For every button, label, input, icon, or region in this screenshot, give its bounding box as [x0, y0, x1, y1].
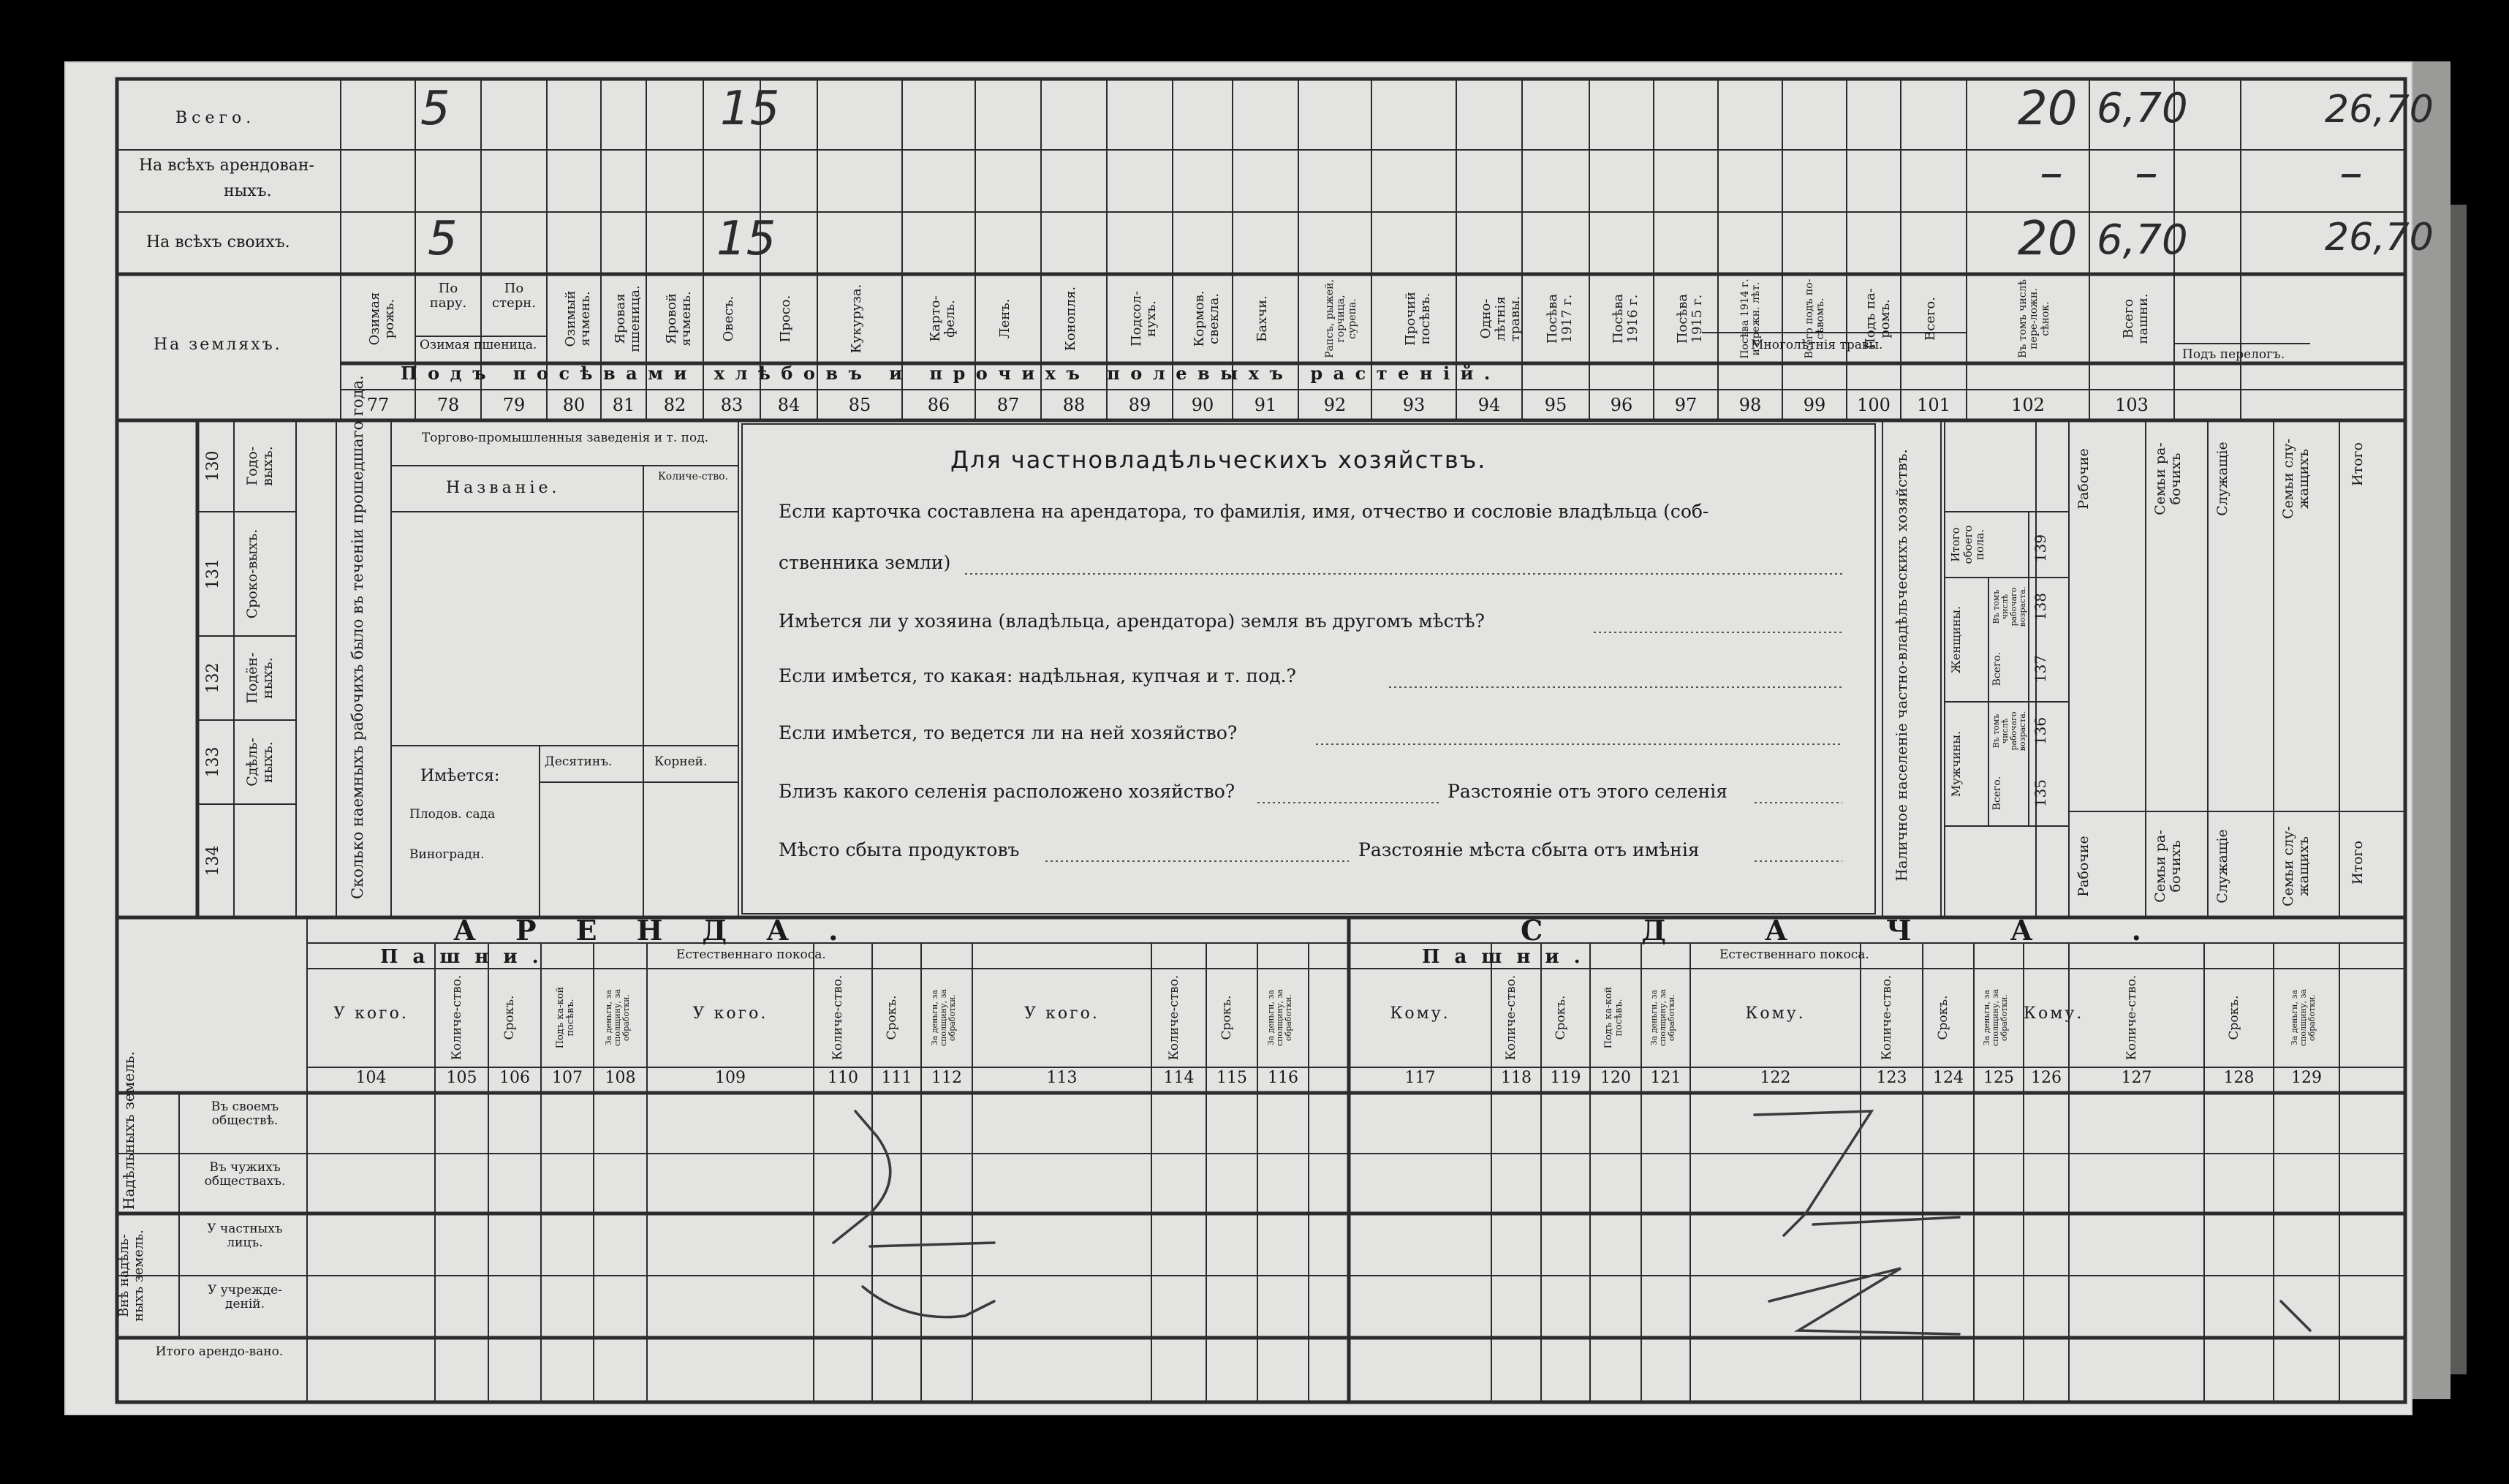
arenda-srok-2: Срокъ. — [502, 995, 517, 1040]
crop-num-102: 102 — [2011, 395, 2045, 415]
sdacha-za_dengi-4: За деньги, за сполщину, за обработки. — [1649, 989, 1676, 1047]
crop-num-97: 97 — [1674, 395, 1698, 415]
arenda-who-9: У кого. — [1024, 1004, 1100, 1023]
question-village: Близъ какого селенія расположено хозяйство? — [779, 781, 1235, 802]
crop-num-103: 103 — [2115, 395, 2149, 415]
arenda-pashni-header: Пашни. — [380, 946, 553, 968]
crop-num-99: 99 — [1803, 395, 1826, 415]
sdacha-num-124: 124 — [1933, 1069, 1964, 1087]
crop-num-87: 87 — [996, 395, 1020, 415]
crop-col-96: Посѣва 1916 г. — [1611, 293, 1640, 344]
korney-header: Корней. — [654, 754, 708, 769]
pop-col-bot-2: Служащіе — [2214, 829, 2230, 904]
crop-col-98: Посѣва 1914 г. и прежн. лѣт. — [1739, 279, 1763, 359]
sdacha-kolichestvo-6: Количе-ство. — [1879, 974, 1894, 1061]
arenda-num-112: 112 — [931, 1069, 962, 1087]
crop-num-95: 95 — [1544, 395, 1567, 415]
crop-num-101: 101 — [1917, 395, 1950, 415]
sdacha-srok-2: Срокъ. — [1553, 995, 1568, 1040]
hw-rye-own: 5 — [428, 212, 458, 266]
arenda-num-107: 107 — [552, 1069, 583, 1087]
arenda-za_dengi-12: За деньги, за сполщину, за обработки. — [1266, 989, 1294, 1047]
sdacha-pod_posev-3: Подъ ка-кой посѣвъ. — [1603, 986, 1625, 1049]
na-zemlyakh-label: На земляхъ. — [154, 336, 282, 354]
crop-col-92: Рапсъ, рыжей, горчица, сурепа. — [1324, 279, 1358, 358]
pop-col-bot-3: Семьи слу-жащихъ — [2280, 826, 2312, 906]
crop-col-79: По стерн. — [492, 281, 536, 311]
hw-c103-own: 26,70 — [2325, 216, 2434, 260]
question-owner-cont: ственника земли) — [779, 552, 951, 573]
pop-vtom-w: Въ томъ числѣ рабочаго возраста. — [1991, 586, 2028, 627]
row-institutions: У учрежде-деній. — [208, 1283, 282, 1311]
pod-perelog-label: Подъ перелогъ. — [2182, 347, 2285, 362]
hw-barley-own: 15 — [716, 212, 776, 266]
crop-num-86: 86 — [927, 395, 950, 415]
pop-num-4: 139 — [2032, 534, 2049, 563]
question-village-distance: Разстояніе отъ этого селенія — [1448, 781, 1728, 802]
crop-num-81: 81 — [612, 395, 635, 415]
crop-col-83: Овесъ. — [721, 295, 736, 342]
crop-col-86: Карто-фель. — [928, 295, 958, 342]
population-title: Наличное населеніе частно-владѣльческихъ хозяйствъ. — [1893, 449, 1910, 882]
hw-dash-3: – — [2339, 146, 2363, 200]
crop-num-91: 91 — [1254, 395, 1277, 415]
sdacha-kolichestvo-1: Количе-ство. — [1504, 974, 1518, 1061]
arenda-who-5: У кого. — [692, 1004, 768, 1023]
crop-num-83: 83 — [720, 395, 743, 415]
arenda-kolichestvo-10: Количе-ство. — [1166, 974, 1181, 1061]
ozimaya-pshenitsa-label: Озимая пшеница. — [420, 338, 537, 352]
crop-num-94: 94 — [1477, 395, 1501, 415]
hw-c99-own: 20 — [2018, 212, 2078, 266]
mnogoletnie-label: Многолѣтнія травы. — [1751, 338, 1883, 352]
sdacha-num-129: 129 — [2291, 1069, 2322, 1087]
hw-c100-total: 6,70 — [2097, 85, 2188, 132]
arenda-za_dengi-4: За деньги, за сполщину, за обработки. — [603, 989, 631, 1047]
sdacha-pashni-header: Пашни. — [1422, 946, 1595, 968]
crop-num-98: 98 — [1738, 395, 1762, 415]
crop-num-82: 82 — [663, 395, 686, 415]
arenda-srok-11: Срокъ. — [1219, 995, 1234, 1040]
nadel-group-label: Надѣльныхъ земель. — [120, 1050, 137, 1210]
crop-num-78: 78 — [436, 395, 460, 415]
hw-barley-total: 15 — [720, 82, 780, 136]
pop-women-label: Женщины. — [1949, 605, 1963, 674]
hire-label-133: Сдѣль-ныхъ. — [244, 738, 276, 787]
pop-vtom-m: Въ томъ числѣ рабочаго возраста. — [1991, 711, 2028, 752]
crop-col-100: Подъ па-ромъ. — [1863, 288, 1893, 349]
crops-header: Подъ посѣвами хлѣбовъ и прочихъ полевыхъ растеній. — [401, 363, 1501, 384]
orchard-label: Плодов. сада — [409, 807, 496, 822]
crop-col-84: Просо. — [778, 295, 793, 343]
pop-col-top-1: Семьи ра-бочихъ — [2152, 442, 2184, 515]
crop-col-77: Озимая рожь. — [367, 292, 397, 346]
pop-num-1: 136 — [2032, 716, 2049, 746]
question-other-land: Имѣется ли у хозяина (владѣльца, арендатора) земля въ другомъ мѣстѣ? — [779, 610, 1485, 632]
arenda-num-115: 115 — [1216, 1069, 1247, 1087]
trade-title: Торгово-промышленныя заведенія и т. под. — [421, 431, 709, 445]
hire-label-130: Годо-выхъ. — [244, 446, 276, 486]
crop-col-97: Посѣва 1915 г. — [1675, 293, 1705, 344]
arenda-srok-7: Срокъ. — [884, 995, 899, 1040]
crop-col-88: Конопля. — [1063, 286, 1078, 352]
crop-num-89: 89 — [1128, 395, 1151, 415]
question-owner: Если карточка составлена на арендатора, то фамилія, имя, отчество и сословіе владѣльца (соб- — [779, 501, 1709, 522]
sdacha-kolichestvo-10: Количе-ство. — [2124, 974, 2139, 1061]
arenda-num-108: 108 — [605, 1069, 636, 1087]
hire-num-131: 131 — [204, 559, 222, 589]
sdacha-who-5: Кому. — [1745, 1004, 1806, 1023]
crop-col-101: Всего. — [1923, 297, 1938, 341]
pop-col-bot-4: Итого — [2350, 841, 2366, 885]
hw-dash-1: – — [2040, 146, 2063, 200]
imeetsya-label: Имѣется: — [420, 767, 500, 785]
row-own-label: На всѣхъ своихъ. — [146, 233, 290, 251]
crop-num-90: 90 — [1191, 395, 1214, 415]
crop-col-78: По пару. — [429, 281, 467, 311]
crop-num-93: 93 — [1402, 395, 1426, 415]
row-total-label: Всего. — [175, 109, 256, 127]
sdacha-who-9: Кому. — [2024, 1004, 2084, 1023]
hire-label-131: Сроко-выхъ. — [244, 529, 260, 619]
sdacha-num-117: 117 — [1404, 1069, 1436, 1087]
pop-vsego-w: Всего. — [1991, 651, 2003, 686]
pop-col-top-2: Служащіе — [2214, 442, 2230, 516]
sdacha-srok-11: Срокъ. — [2226, 995, 2241, 1040]
arenda-num-110: 110 — [828, 1069, 858, 1087]
arenda-title: АРЕНДА. — [453, 914, 878, 947]
arenda-za_dengi-8: За деньги, за сполщину, за обработки. — [930, 989, 958, 1047]
crop-col-93: Прочий посѣвъ. — [1403, 292, 1433, 346]
crop-col-89: Подсол-нухъ. — [1129, 290, 1159, 347]
sdacha-za_dengi-12: За деньги, за сполщину, за обработки. — [2290, 989, 2317, 1047]
pop-col-top-4: Итого — [2350, 442, 2366, 486]
crop-num-100: 100 — [1857, 395, 1891, 415]
pop-col-top-0: Рабочие — [2075, 448, 2092, 510]
sdacha-num-123: 123 — [1876, 1069, 1907, 1087]
question-market: Мѣсто сбыта продуктовъ — [779, 839, 1020, 860]
arenda-num-105: 105 — [446, 1069, 477, 1087]
crop-num-85: 85 — [848, 395, 871, 415]
pop-men-label: Мужчины. — [1949, 730, 1963, 798]
hire-num-134: 134 — [204, 845, 222, 877]
crop-num-88: 88 — [1062, 395, 1086, 415]
hw-rye-total: 5 — [420, 82, 450, 136]
sdacha-who-0: Кому. — [1390, 1004, 1450, 1023]
sdacha-num-120: 120 — [1600, 1069, 1631, 1087]
hire-label-132: Подён-ныхъ. — [244, 652, 276, 704]
hw-c100-own: 6,70 — [2097, 216, 2188, 264]
sdacha-num-125: 125 — [1983, 1069, 2014, 1087]
crop-col-80: Озимый ячмень. — [563, 290, 593, 347]
hire-num-132: 132 — [204, 662, 222, 694]
pop-col-bot-1: Семьи ра-бочихъ — [2152, 830, 2184, 903]
crop-col-81: Яровая пшеница. — [613, 285, 643, 352]
sdacha-num-128: 128 — [2223, 1069, 2255, 1087]
crop-num-84: 84 — [777, 395, 801, 415]
arenda-kolichestvo-1: Количе-ство. — [449, 974, 464, 1061]
arenda-num-104: 104 — [355, 1069, 387, 1087]
trade-name-header: Названіе. — [446, 479, 561, 497]
crop-num-79: 79 — [502, 395, 526, 415]
arenda-num-113: 113 — [1046, 1069, 1078, 1087]
arenda-kolichestvo-6: Количе-ство. — [830, 974, 845, 1061]
pop-num-2: 137 — [2032, 654, 2049, 684]
row-other-society: Въ чужихъ обществахъ. — [204, 1160, 286, 1189]
crop-num-80: 80 — [562, 395, 586, 415]
crop-col-87: Ленъ. — [997, 298, 1013, 339]
sdacha-num-127: 127 — [2121, 1069, 2152, 1087]
crop-col-99: Всего подъ по-сѣвомъ. — [1804, 279, 1827, 359]
private-title: Для частновладѣльческихъ хозяйствъ. — [950, 446, 1487, 474]
pop-itogo-label: Итого обоего пола. — [1949, 525, 1986, 564]
arenda-num-106: 106 — [499, 1069, 530, 1087]
arenda-num-111: 111 — [881, 1069, 912, 1087]
row-own-society: Въ своемъ обществѣ. — [211, 1099, 279, 1128]
row-total-leased: Итого арендо-вано. — [155, 1344, 284, 1359]
arenda-num-116: 116 — [1268, 1069, 1298, 1087]
pop-num-0: 135 — [2032, 779, 2049, 808]
hire-num-130: 130 — [204, 450, 222, 482]
sdacha-pokos-header: Естественнаго покоса. — [1719, 947, 1869, 962]
question-land-type: Если имѣется, то какая: надѣльная, купчая и т. под.? — [779, 665, 1296, 686]
crop-num-92: 92 — [1323, 395, 1347, 415]
question-farming: Если имѣется, то ведется ли на ней хозяйство? — [779, 722, 1238, 743]
sdacha-num-121: 121 — [1650, 1069, 1681, 1087]
sdacha-srok-7: Срокъ. — [1936, 995, 1950, 1040]
sdacha-num-126: 126 — [2031, 1069, 2062, 1087]
pop-col-top-3: Семьи слу-жащихъ — [2280, 439, 2312, 519]
row-rented-label: На всѣхъ арендован- — [139, 156, 314, 175]
pop-num-3: 138 — [2032, 592, 2049, 621]
hw-dash-2: – — [2135, 146, 2158, 200]
crop-col-85: Кукуруза. — [849, 284, 864, 354]
crop-col-103: Всего пашни. — [2121, 293, 2151, 344]
trade-qty-header: Количе-ство. — [657, 471, 729, 482]
crop-num-96: 96 — [1610, 395, 1633, 415]
arenda-who-0: У кого. — [333, 1004, 409, 1023]
arenda-num-109: 109 — [715, 1069, 746, 1087]
sdacha-title: СДАЧА. — [1521, 914, 2240, 947]
arenda-num-114: 114 — [1163, 1069, 1195, 1087]
vineyard-label: Виноградн. — [409, 847, 485, 862]
pop-col-bot-0: Рабочие — [2075, 836, 2092, 897]
desyatin-header: Десятинъ. — [545, 754, 613, 769]
arenda-pod_posev-3: Подъ ка-кой посѣвъ. — [555, 986, 577, 1049]
hw-c103-total: 26,70 — [2325, 88, 2434, 132]
crop-num-77: 77 — [366, 395, 390, 415]
row-private-persons: У частныхъ лицъ. — [207, 1222, 283, 1250]
hired-workers-question: Сколько наемныхъ рабочихъ было въ теченіи прошедшаго года. — [349, 375, 366, 899]
vne-nadel-group-label: Внѣ надѣль-ныхъ земель. — [116, 1230, 146, 1322]
sdacha-num-119: 119 — [1550, 1069, 1581, 1087]
hire-num-133: 133 — [204, 746, 222, 778]
pop-vsego-m: Всего. — [1991, 776, 2003, 811]
arenda-pokos-header: Естественнаго покоса. — [676, 947, 826, 962]
row-rented-label-2: ныхъ. — [224, 182, 272, 200]
crop-col-91: Бахчи. — [1254, 295, 1270, 342]
crop-col-95: Посѣва 1917 г. — [1545, 293, 1575, 344]
crop-col-102: Въ томъ числѣ пере-ложн. сѣнок. — [2017, 279, 2051, 358]
hw-c99-total: 20 — [2018, 82, 2078, 136]
crop-col-90: Кормов. свекла. — [1192, 290, 1222, 347]
sdacha-num-122: 122 — [1760, 1069, 1791, 1087]
crop-col-82: Яровой ячмень. — [664, 291, 694, 347]
question-market-distance: Разстояніе мѣста сбыта отъ имѣнія — [1358, 839, 1700, 860]
crop-col-94: Одно-лѣтнія травы. — [1478, 295, 1523, 342]
sdacha-za_dengi-8: За деньги, за сполщину, за обработки. — [1982, 989, 2010, 1047]
sdacha-num-118: 118 — [1501, 1069, 1532, 1087]
